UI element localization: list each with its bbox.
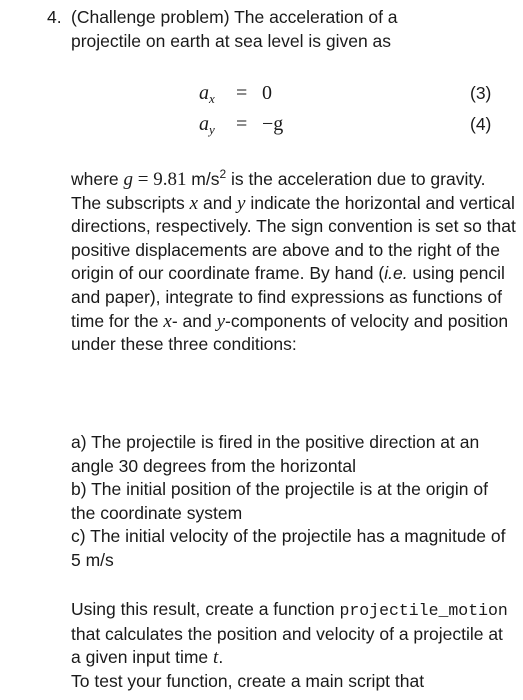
equation-lhs: $a_y$: [199, 113, 215, 137]
condition-b: b) The initial position of the projectile is at the origin of the coordinate system: [71, 479, 488, 523]
description-paragraph: where g = 9.81 $m/s^2$ is the acceleration due to gravity. The subscripts x and y indicate the horizontal and vertical directions, respectively. The sign convention is set so that positive displacements are above and to the right of the origin of our coordinate frame. By hand (i.e. using pencil and paper), integrate to find expressions as functions of time for the x- and y-components of velocity and position under these three conditions:: [71, 167, 516, 355]
question-title: [71, 6, 501, 53]
equation-rhs: −g: [262, 113, 284, 135]
equation-tag: (3): [470, 83, 492, 103]
conditions-list: [71, 431, 516, 573]
function-paragraph: Using this result, create a function projectile_motion that calculates the position and velocity of a projectile at a given input time t. To test your function, create a main script that: [71, 599, 508, 691]
function-name: projectile_motion: [339, 601, 508, 620]
question-title-line-2: projectile on earth at sea level is given as: [71, 30, 392, 51]
question-title-line-1: (Challenge problem) The acceleration of a: [71, 7, 398, 27]
equation-lhs: $a_x$: [199, 82, 215, 106]
equation-operator: =: [236, 113, 248, 135]
equation-operator: =: [236, 82, 248, 104]
equation-4: [0, 113, 523, 141]
equation-3: [0, 82, 523, 110]
condition-a: a) The projectile is fired in the positive direction at an angle 30 degrees from the horizontal: [71, 432, 480, 476]
equation-tag: (4): [470, 114, 492, 134]
equation-rhs: 0: [262, 82, 272, 104]
g-symbol: g: [123, 169, 134, 190]
question-number: 4.: [47, 7, 62, 27]
condition-c: c) The initial velocity of the projectile has a magnitude of 5 m/s: [71, 526, 506, 570]
